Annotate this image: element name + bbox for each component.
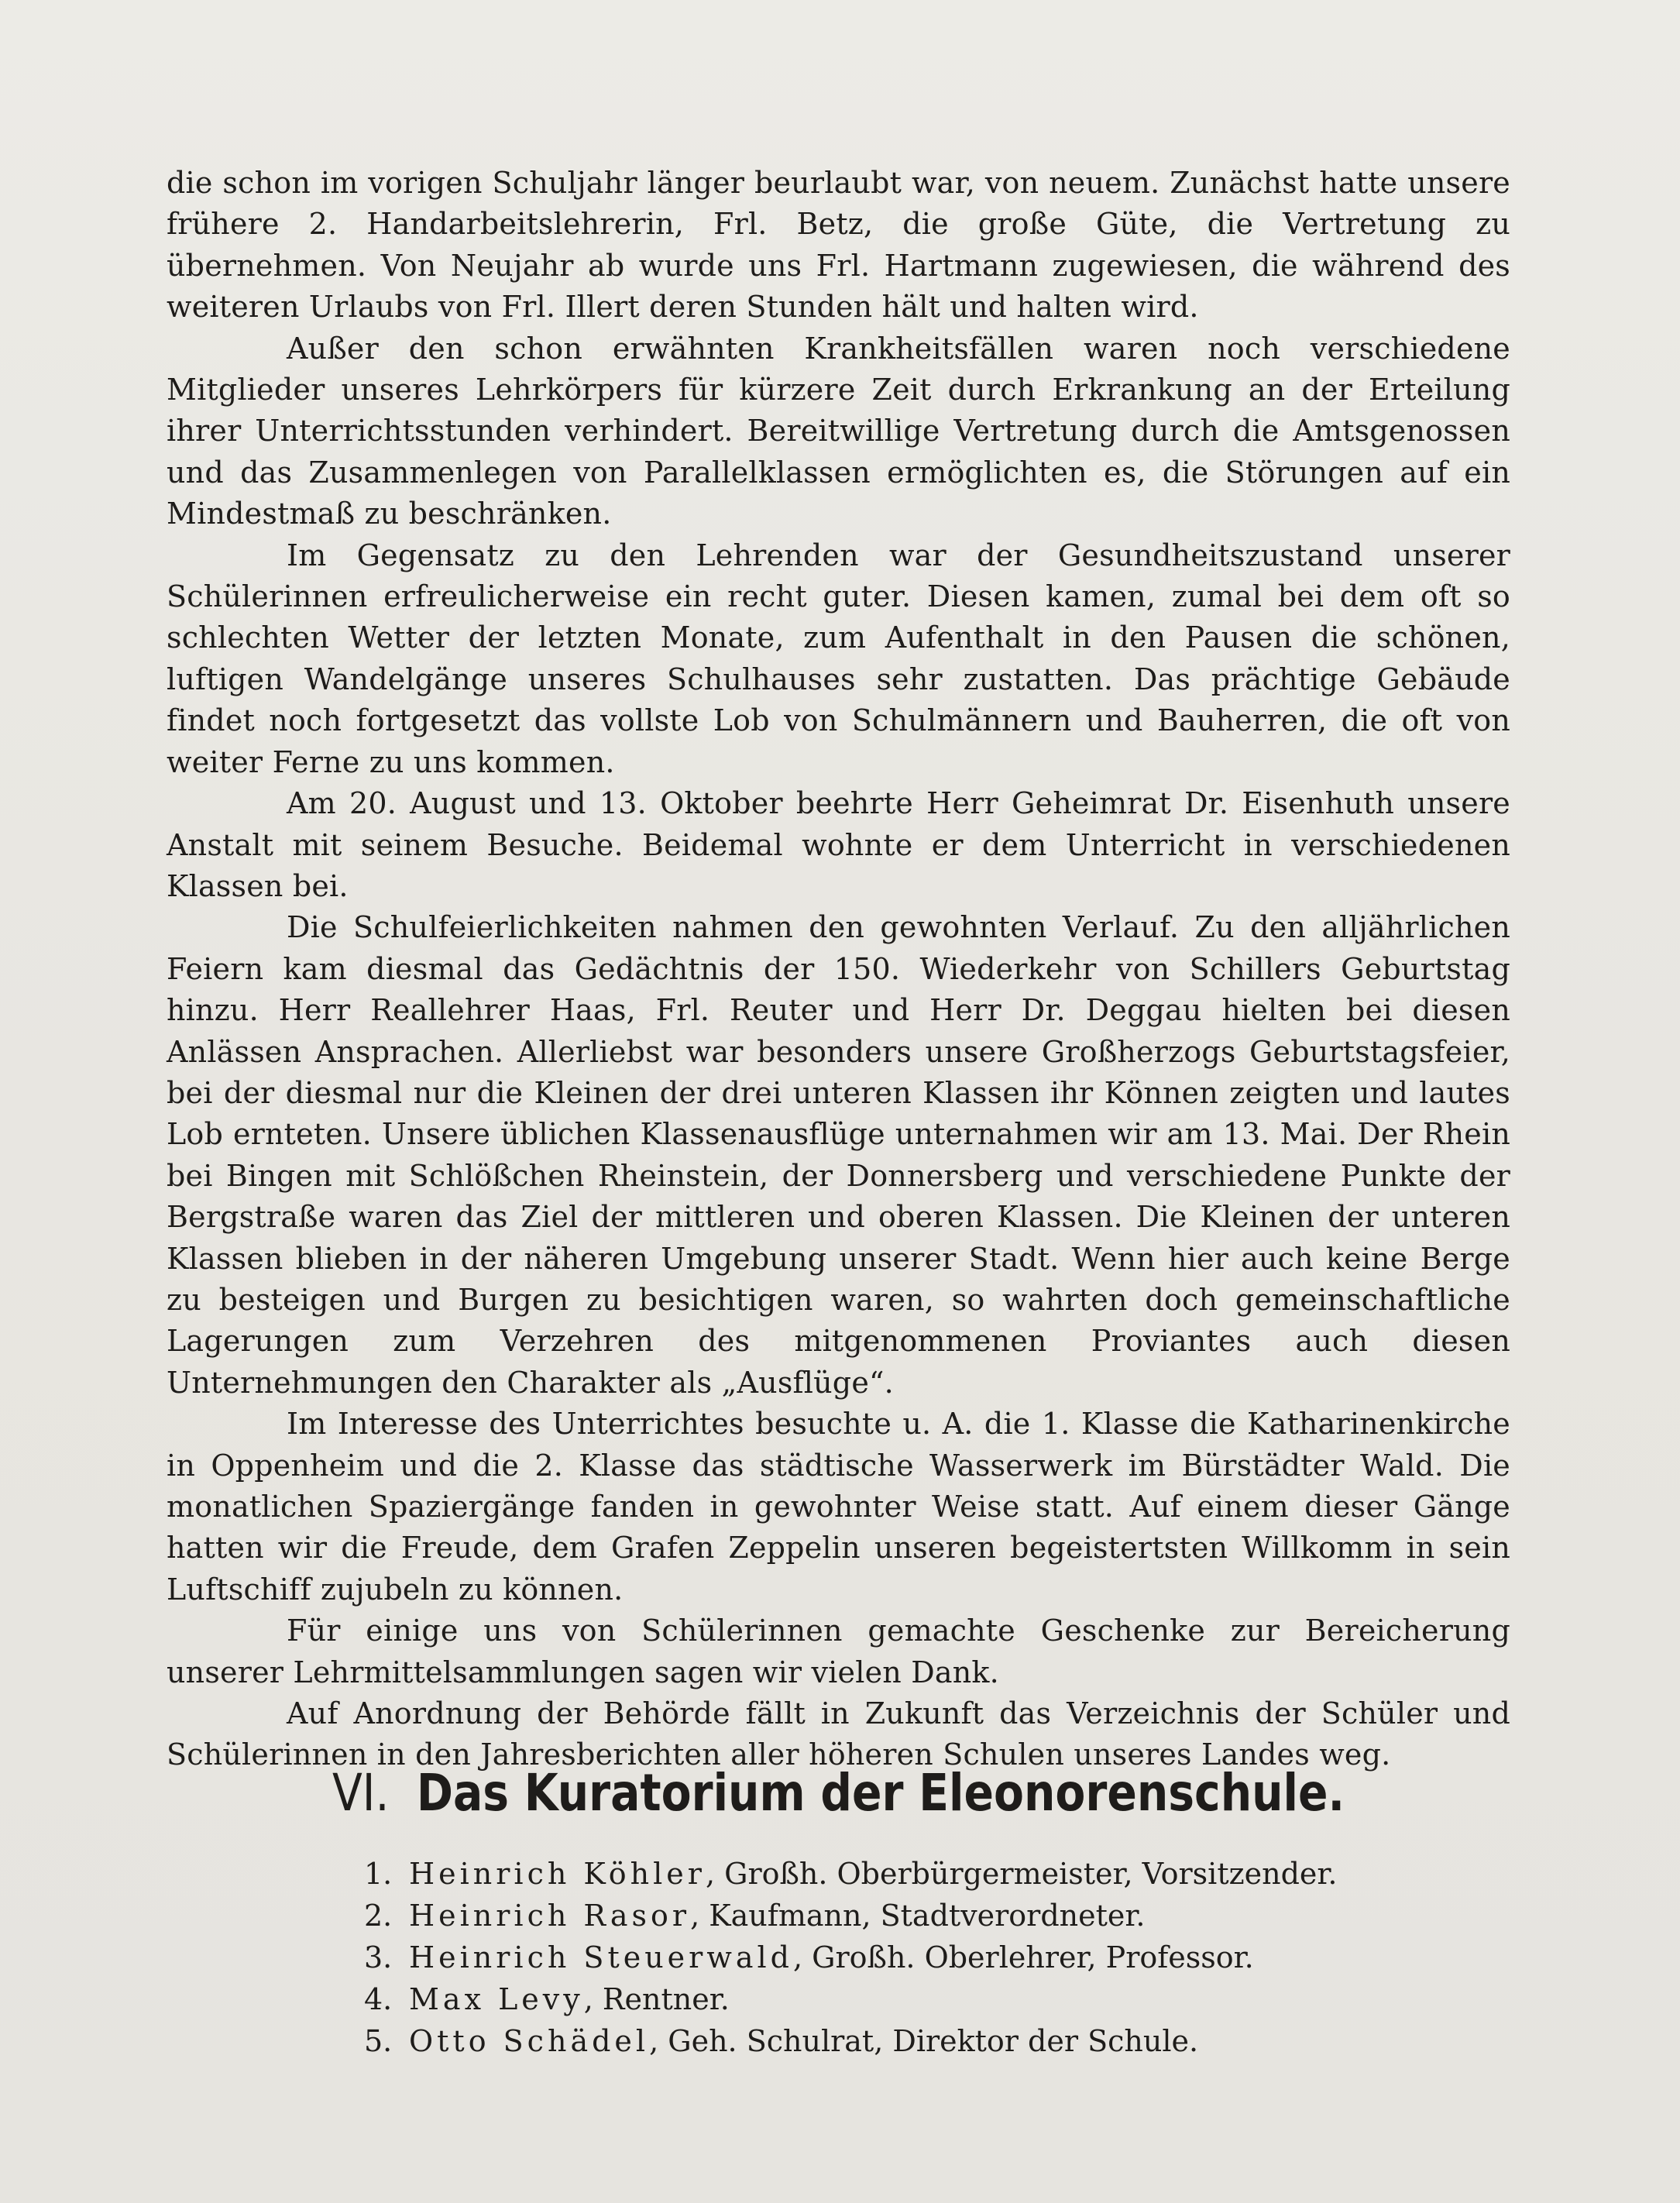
member-role: , Großh. Oberlehrer, Professor.: [793, 1940, 1254, 1974]
paragraph: Auf Anordnung der Behörde fällt in Zukunft das Verzeichnis der Schüler und Schülerinnen in den Jahresberichten aller höheren Schulen unseres Landes weg.: [167, 1696, 1510, 1772]
paragraph: Außer den schon erwähnten Krankheitsfällen waren noch verschiedene Mitglieder unseres Lehrkörpers für kürzere Zeit durch Erkrankung an der Erteilung ihrer Unterrichtsstunden verhindert. Bereitwillige Vertretung durch die Amtsgenossen und das Zusammenlegen von Parallelklassen ermöglichten es, die Störungen auf ein Mindestmaß zu beschränken.: [167, 331, 1510, 531]
member-role: , Rentner.: [583, 1982, 730, 2016]
paragraph: die schon im vorigen Schuljahr länger beurlaubt war, von neuem. Zunächst hatte unsere frühere 2. Handarbeitslehrerin, Frl. Betz, die große Güte, die Vertretung zu übernehmen. Von Neujahr ab wurde uns Frl. Hartmann zugewiesen, die während des weiteren Urlaubs von Frl. Illert deren Stunden hält und halten wird.: [167, 166, 1510, 325]
list-item: [364, 1937, 1448, 1978]
member-role: , Großh. Oberbürgermeister, Vorsitzender.: [705, 1857, 1338, 1891]
list-item-index: 4.: [364, 1982, 393, 2016]
list-item-index: 3.: [364, 1940, 393, 1974]
list-item: [364, 2020, 1448, 2062]
member-role: , Geh. Schulrat, Direktor der Schule.: [649, 2024, 1199, 2058]
section-title: Das Kuratorium der Eleonorenschule.: [416, 1763, 1345, 1823]
paragraph: Am 20. August und 13. Oktober beehrte Herr Geheimrat Dr. Eisenhuth unsere Anstalt mit seinem Besuche. Beidemal wohnte er dem Unterricht in verschiedenen Klassen bei.: [167, 786, 1510, 903]
member-name: Heinrich Rasor: [409, 1899, 691, 1933]
section-heading: [260, 1762, 1416, 1824]
paragraph: Für einige uns von Schülerinnen gemachte Geschenke zur Bereicherung unserer Lehrmittelsammlungen sagen wir vielen Dank.: [167, 1614, 1510, 1689]
body-text: [167, 163, 1510, 1776]
member-name: Otto Schädel: [409, 2024, 650, 2058]
section-number: VI.: [332, 1763, 390, 1823]
member-name: Max Levy: [409, 1982, 584, 2016]
list-item: [364, 1853, 1448, 1895]
paragraph: Im Gegensatz zu den Lehrenden war der Gesundheitszustand unserer Schülerinnen erfreulicherweise ein recht guter. Diesen kamen, zumal bei dem oft so schlechten Wetter der letzten Monate, zum Aufenthalt in den Pausen die schönen, luftigen Wandelgänge unseres Schulhauses sehr zustatten. Das prächtige Gebäude findet noch fortgesetzt das vollste Lob von Schulmännern und Bauherren, die oft von weiter Ferne zu uns kommen.: [167, 538, 1510, 779]
member-name: Heinrich Köhler: [409, 1857, 706, 1891]
list-item: [364, 1895, 1448, 1937]
member-role: , Kaufmann, Stadtverordneter.: [690, 1899, 1146, 1933]
member-list: [364, 1853, 1448, 2062]
list-item-index: 2.: [364, 1899, 393, 1933]
paragraph: Die Schulfeierlichkeiten nahmen den gewohnten Verlauf. Zu den alljährlichen Feiern kam diesmal das Gedächtnis der 150. Wiederkehr von Schillers Geburtstag hinzu. Herr Reallehrer Haas, Frl. Reuter und Herr Dr. Deggau hielten bei diesen Anlässen Ansprachen. Allerliebst war besonders unsere Großherzogs Geburtstagsfeier, bei der diesmal nur die Kleinen der drei unteren Klassen ihr Können zeigten und lautes Lob ernteten. Unsere üblichen Klassenausflüge unternahmen wir am 13. Mai. Der Rhein bei Bingen mit Schlößchen Rheinstein, der Donnersberg und verschiedene Punkte der Bergstraße waren das Ziel der mittleren und oberen Klassen. Die Kleinen der unteren Klassen blieben in der näheren Umgebung unserer Stadt. Wenn hier auch keine Berge zu besteigen und Burgen zu besichtigen waren, so wahrten doch gemeinschaftliche Lagerungen zum Verzehren des mitgenommenen Proviantes auch diesen Unternehmungen den Charakter als „Ausflüge“.: [167, 910, 1510, 1400]
member-name: Heinrich Steuerwald: [409, 1940, 793, 1974]
paragraph: Im Interesse des Unterrichtes besuchte u. A. die 1. Klasse die Katharinenkirche in Oppenheim und die 2. Klasse das städtische Wasserwerk im Bürstädter Wald. Die monatlichen Spaziergänge fanden in gewohnter Weise statt. Auf einem dieser Gänge hatten wir die Freude, dem Grafen Zeppelin unseren begeistertsten Willkomm in sein Luftschiff zujubeln zu können.: [167, 1407, 1510, 1607]
list-item: [364, 1978, 1448, 2020]
list-item-index: 5.: [364, 2024, 393, 2058]
list-item-index: 1.: [364, 1857, 393, 1891]
